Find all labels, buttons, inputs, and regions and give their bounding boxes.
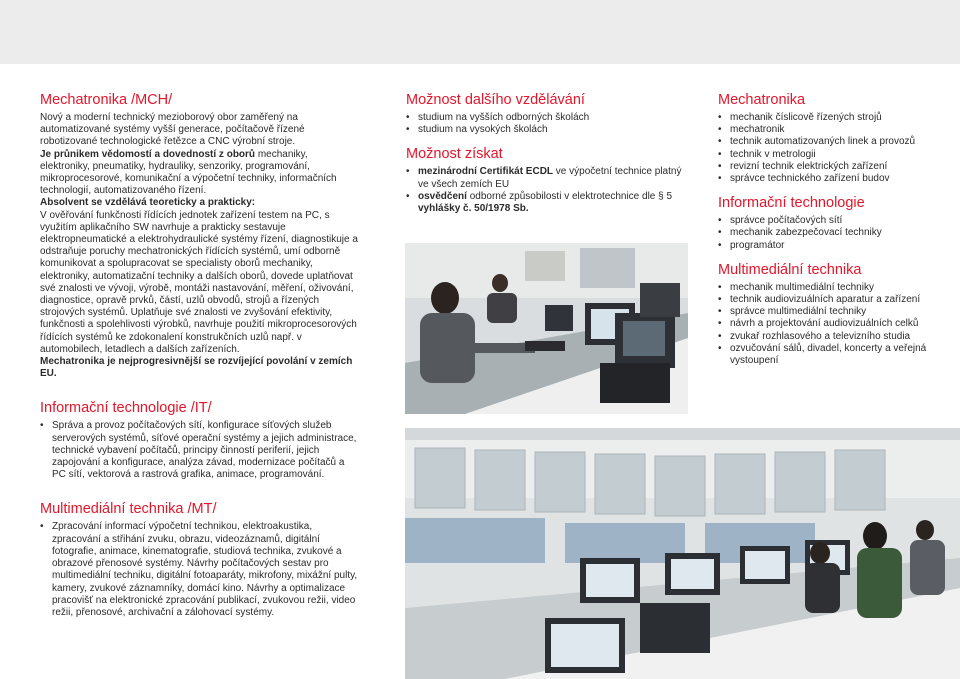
list-item bbox=[406, 191, 691, 215]
mch-title: Mechatronika /MCH/ bbox=[40, 92, 173, 108]
list-item: • studium na vysokých školách bbox=[406, 124, 691, 136]
mt-title: Multimediální technika /MT/ bbox=[40, 501, 217, 518]
list-item: • mechanik zabezpečovací techniky bbox=[718, 227, 938, 239]
list-item: • programátor bbox=[718, 240, 938, 252]
cert-bold-2: vyhlášky č. 50/1978 Sb. bbox=[418, 203, 529, 215]
classroom-photo-small bbox=[405, 243, 688, 414]
careers-mch-list bbox=[718, 112, 938, 185]
careers-mch-title: Mechatronika bbox=[718, 92, 806, 108]
list-item: • zvukař rozhlasového a televizního studia bbox=[718, 331, 938, 343]
laboratory-photo-large bbox=[405, 428, 960, 679]
careers-mt-title: Multimediální technika bbox=[718, 261, 862, 278]
mch-intro: Nový a moderní technický mezioborový obor zaměřený na automatizované systémy vyšší generace, počítačově řízené robotizované technologické řetězce a CNC výrobní stroje. bbox=[40, 112, 305, 148]
cert-rest: odborné způsobilosti v elektrotechnice dle § 5 bbox=[466, 190, 673, 202]
list-item: • revizní technik elektrických zařízení bbox=[718, 161, 938, 173]
obtain-list bbox=[406, 166, 691, 215]
careers-it-list bbox=[718, 215, 938, 252]
cert-bold: osvědčení bbox=[418, 190, 467, 202]
list-item: • správce počítačových sítí bbox=[718, 215, 938, 227]
list-item: • správce technického zařízení budov bbox=[718, 173, 938, 185]
list-item: • studium na vyšších odborných školách bbox=[406, 112, 691, 124]
list-item: • správce multimediální techniky bbox=[718, 306, 938, 318]
list-item: • technik automatizovaných linek a provozů bbox=[718, 136, 938, 148]
list-item: • návrh a projektování audiovizuálních celků bbox=[718, 318, 938, 330]
mch-knowledge bbox=[40, 149, 358, 198]
top-band bbox=[0, 0, 960, 64]
obtain-title: Možnost získat bbox=[406, 146, 503, 163]
mch-absolvent-heading: Absolvent se vzdělává teoreticky a prakticky: bbox=[40, 197, 256, 209]
list-item: • ozvučování sálů, divadel, koncerty a veřejná vystoupení bbox=[718, 343, 938, 367]
mch-closing: Mechatronika je nejprogresivnější se rozvíjející povolání v zemích EU. bbox=[40, 356, 353, 380]
list-item: • technik audiovizuálních aparatur a zařízení bbox=[718, 294, 938, 306]
careers-mt-list bbox=[718, 282, 938, 367]
ecdl-bold: mezinárodní Certifikát ECDL bbox=[418, 166, 554, 178]
list-item: • technik v metrologii bbox=[718, 149, 938, 161]
mch-absolvent-text: V ověřování funkčnosti řídících jednotek zařízení testem na PC, s využitím aplikačního SW navrhuje a prakticky sestavuje elektropneumatické a elektrohydraulické systémy řízení, diagnostikuje a odstraňuje poruchy mechatronických řídících systémů, umí odborně komunikovat a spolupracovat se specialisty oborů mechaniky, elektroniky, automatizační techniky a dalších oborů, dovede uplatňovat své znalosti ve vývoji, výrobě, montáži nastavování, měření, oživování, diagnostice, opravě prvků, částí, uzlů obvodů, strojů a řízených strojových systémů. Uplatňuje své znalosti ve zvyšování efektivity, funkčnosti a spolehlivosti výrobků, navrhuje použití mikroprocesorových řídících systémů ke zdokonalení konstrukčních uzlů např. v automobilech, letadlech a dalších zařízeních. bbox=[40, 209, 358, 355]
mt-list bbox=[40, 521, 358, 619]
list-item bbox=[406, 166, 691, 190]
mch-knowledge-bold: Je průnikem vědomostí a dovedností z oborů bbox=[40, 148, 256, 160]
column-left bbox=[40, 92, 358, 619]
it-list bbox=[40, 420, 358, 481]
column-middle bbox=[406, 92, 691, 215]
further-title: Možnost dalšího vzdělávání bbox=[406, 92, 585, 108]
it-title: Informační technologie /IT/ bbox=[40, 400, 212, 417]
list-item: • mechanik číslicově řízených strojů bbox=[718, 112, 938, 124]
mch-knowledge-rest: mechaniky, elektroniky, pneumatiky, hydrauliky, senzoriky, programování, mikroprocesorové, komunikační a výpočetní techniky, informačních technologií, automatizovaného řízení. bbox=[40, 148, 337, 197]
careers-it-title: Informační technologie bbox=[718, 195, 865, 212]
list-item: • Zpracování informací výpočetní technikou, elektroakustika, zpracování a střihání zvuku, obrazu, videozáznamů, digitální fotografie, animace, kinematografie, studiová technika, zvukové a obrazové přenosové systémy. Návrhy počítačových sestav pro multimediální techniku, digitální fotoaparáty, mikrofony, mixážní pulty, kamery, zvukové záznamníky, domácí kino. Návrhy a optimalizace pracovišť na elektronické zpracování publikací, zvukovou režii, video režii, přenosové, archivační a zálohovací systémy. bbox=[40, 521, 358, 619]
list-item: • Správa a provoz počítačových sítí, konfigurace síťových služeb serverových systémů, síťové operační systémy a jejich administrace, technické vybavení počítačů, principy činností periferií, jejich zapojování a konfigurace, analýza závad, modernizace počítačů a PC sítí, vektorová a rastrová grafika, animace, programování. bbox=[40, 420, 358, 481]
column-right bbox=[718, 92, 938, 367]
list-item: • mechatronik bbox=[718, 124, 938, 136]
ecdl-rest: ve výpočetní technice platný ve všech zemích EU bbox=[418, 166, 682, 190]
list-item: • mechanik multimediální techniky bbox=[718, 282, 938, 294]
further-list bbox=[406, 112, 691, 136]
